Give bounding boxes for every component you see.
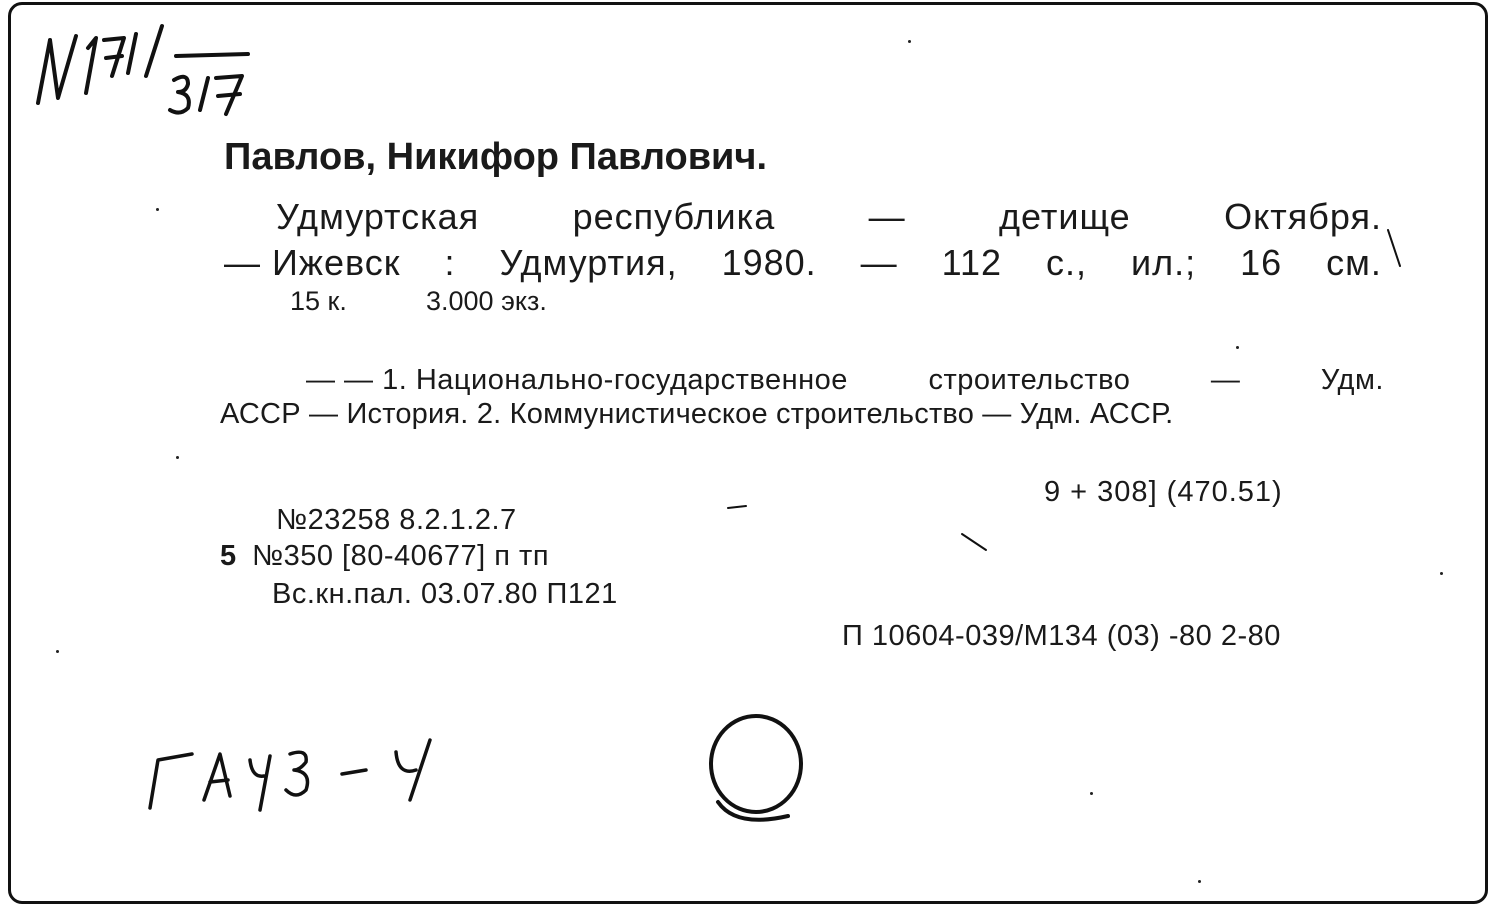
subject-part: Удм. <box>1320 364 1384 396</box>
subject-part: — — 1. Национально-государственное <box>306 364 848 396</box>
printing-order-number: 5 <box>220 540 237 572</box>
dust-speck <box>1236 346 1239 349</box>
dust-speck <box>56 650 59 653</box>
imprint-word: — <box>860 242 898 283</box>
subject-part: — <box>1210 364 1241 396</box>
dust-speck <box>1090 792 1093 795</box>
dust-speck <box>1198 880 1201 883</box>
printing-order: №350 [80-40677] п тп <box>252 540 550 572</box>
dust-speck <box>908 40 911 43</box>
dust-speck <box>1440 572 1443 575</box>
price: 15 к. <box>290 286 347 316</box>
hand-drawn-circle <box>696 706 816 836</box>
bracket-mark <box>1382 226 1412 276</box>
subjects-line-2: АССР — История. 2. Коммунистическое строительство — Удм. АССР. <box>220 398 1174 430</box>
index-code: П 10604-039/М134 (03) -80 2-80 <box>842 620 1281 652</box>
dust-speck <box>176 456 179 459</box>
title-line-2 <box>224 242 1382 284</box>
classification-index: 9 + 308] (470.51) <box>1044 476 1283 508</box>
subject-part: строительство <box>928 364 1131 396</box>
handwritten-archive-mark <box>140 730 480 820</box>
printing-number: №23258 8.2.1.2.7 <box>276 504 517 536</box>
dust-speck <box>156 208 159 211</box>
author-heading: Павлов, Никифор Павлович. <box>224 136 768 178</box>
title-word: Октября. <box>1224 196 1382 237</box>
handwritten-shelf-mark <box>28 18 258 118</box>
imprint-word: 16 <box>1240 242 1283 283</box>
imprint-word: 1980. <box>721 242 817 283</box>
imprint-word: : <box>444 242 456 283</box>
book-chamber-info: Вс.кн.пал. 03.07.80 П121 <box>272 578 618 610</box>
imprint-word: 112 <box>941 242 1003 283</box>
title-word: Удмуртская <box>276 196 480 237</box>
subjects-line-1 <box>306 364 1384 397</box>
print-run: 3.000 экз. <box>426 286 547 316</box>
imprint-word: — Ижевск <box>224 242 401 283</box>
title-word: — <box>868 196 906 237</box>
title-word: республика <box>572 196 776 237</box>
title-line-1 <box>276 196 1382 238</box>
imprint-word: ил.; <box>1131 242 1197 283</box>
stray-marks <box>720 470 1000 560</box>
imprint-word: Удмуртия, <box>499 242 678 283</box>
imprint-word: с., <box>1046 242 1088 283</box>
imprint-word: см. <box>1326 242 1382 283</box>
title-word: детище <box>999 196 1131 237</box>
